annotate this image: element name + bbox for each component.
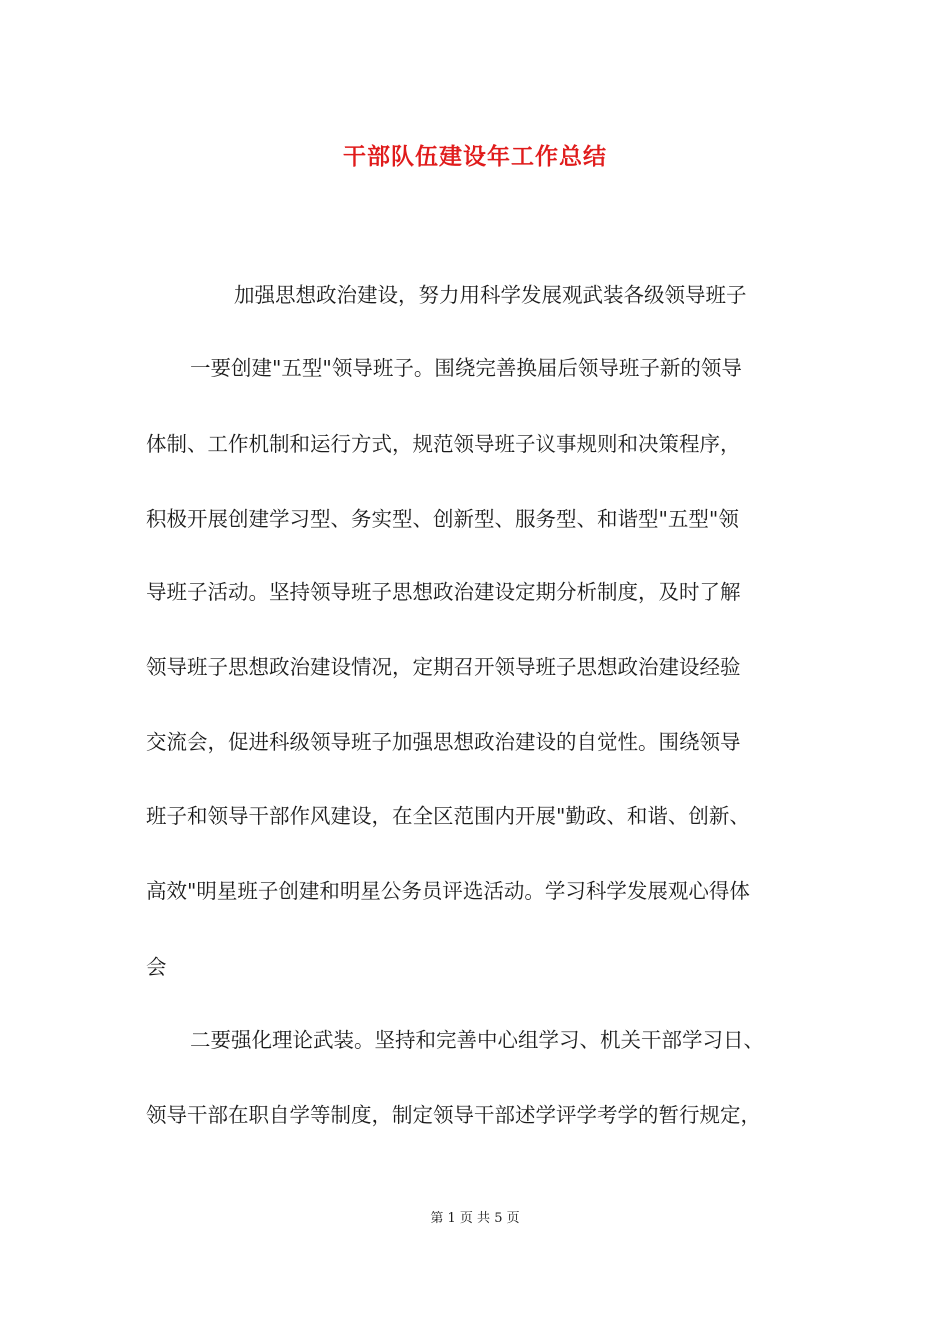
paragraph-line: 体制、工作机制和运行方式，规范领导班子议事规则和决策程序， — [146, 432, 741, 456]
section-heading: 加强思想政治建设，努力用科学发展观武装各级领导班子 — [234, 283, 747, 307]
paragraph-line: 一要创建"五型"领导班子。围绕完善换届后领导班子新的领导 — [190, 356, 742, 380]
paragraph-line: 积极开展创建学习型、务实型、创新型、服务型、和谐型"五型"领 — [146, 507, 739, 531]
paragraph-line: 领导班子思想政治建设情况，定期召开领导班子思想政治建设经验 — [146, 655, 741, 679]
page-number-footer: 第 1 页 共 5 页 — [430, 1211, 520, 1226]
paragraph-line: 二要强化理论武装。坚持和完善中心组学习、机关干部学习日、 — [190, 1028, 764, 1052]
paragraph-line: 交流会，促进科级领导班子加强思想政治建设的自觉性。围绕领导 — [146, 730, 741, 754]
paragraph-line: 领导干部在职自学等制度，制定领导干部述学评学考学的暂行规定， — [146, 1103, 761, 1127]
paragraph-line: 班子和领导干部作风建设，在全区范围内开展"勤政、和谐、创新、 — [146, 804, 750, 828]
document-title: 干部队伍建设年工作总结 — [343, 143, 607, 170]
paragraph-line: 会 — [146, 955, 167, 979]
paragraph-line: 导班子活动。坚持领导班子思想政治建设定期分析制度，及时了解 — [146, 580, 741, 604]
paragraph-line: 高效"明星班子创建和明星公务员评选活动。学习科学发展观心得体 — [146, 879, 750, 903]
